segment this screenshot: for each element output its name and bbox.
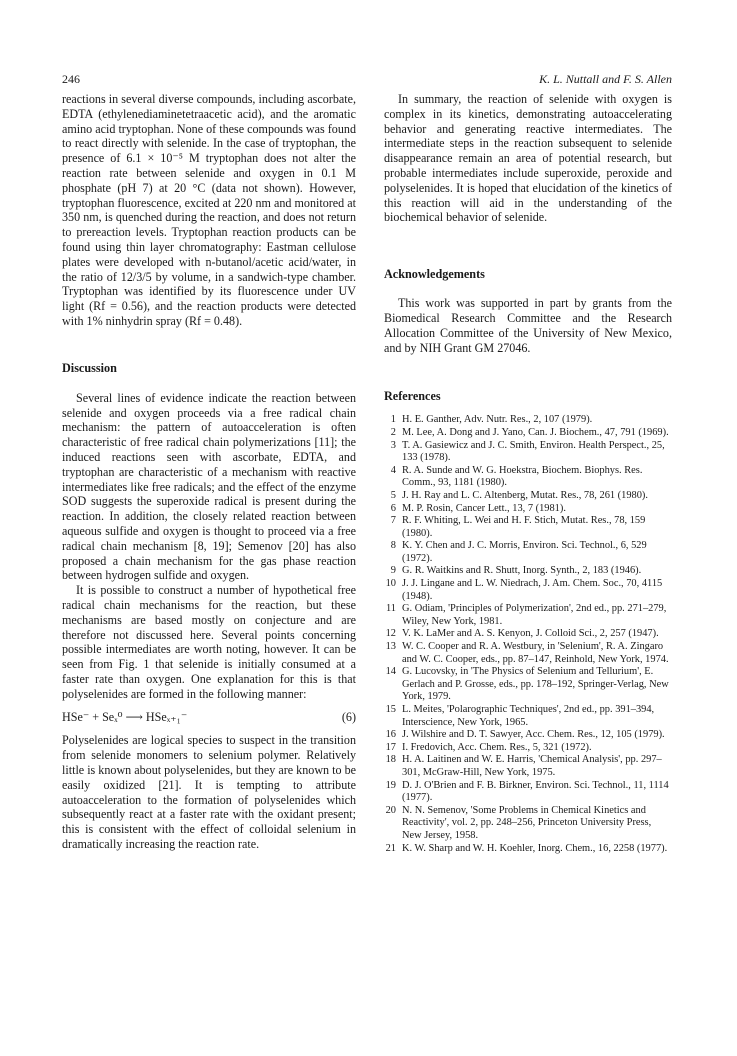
- reference-number: 21: [385, 842, 396, 854]
- acknowledgements-text: This work was supported in part by grants from the Biomedical Research Committee and the Research Allocation Committee of the University of New Mexico, and by NIH Grant GM 27046.: [384, 296, 672, 355]
- reference-item: [384, 515, 672, 540]
- reference-number: 15: [385, 704, 396, 716]
- reference-number: 7: [390, 515, 396, 527]
- reference-text: L. Meites, 'Polarographic Techniques', 2nd ed., pp. 391–394, Interscience, New York, 1965.: [402, 704, 655, 728]
- left-column: [62, 92, 356, 852]
- discussion-paragraph-1: Several lines of evidence indicate the reaction between selenide and oxygen proceeds via a free radical chain mechanism: the pattern of autoacceleration is often characteristic of free radical chain polymerizations [11]; the induced reactions seen with ascorbate, EDTA, and tryptophan are characteristic of a mechanism with reactive intermediates like free radicals; and the effect of the enzyme SOD suggests the superoxide radical is present during the reaction. In addition, the closely related reaction between aqueous sulfide and oxygen is thought to proceed via a free radical chain mechanism [8, 19]; Semenov [20] has also proposed a chain mechanism for the gas phase reaction between hydrogen sulfide and oxygen.: [62, 390, 356, 583]
- reference-number: 1: [390, 414, 396, 426]
- reference-number: 14: [385, 666, 396, 678]
- reference-number: 19: [385, 779, 396, 791]
- equation-expression: HSe⁻ + Seₓ⁰ ⟶ HSeₓ₊₁⁻: [62, 710, 188, 725]
- discussion-paragraph-3: Polyselenides are logical species to suspect in the transition from selenide monomers to selenium polymer. Relatively little is known about polyselenides, but they are known to be easily oxidized [21]. It is tempting to attribute autoacceleration to the formation of polyselenides which subsequently react at a faster rate with the oxidant present; this is consistent with the effect of colloidal selenium in dramatically increasing the reaction rate.: [62, 733, 356, 852]
- reference-text: T. A. Gasiewicz and J. C. Smith, Environ. Health Perspect., 25, 133 (1978).: [402, 439, 665, 464]
- reference-number: 17: [385, 741, 396, 753]
- reference-item: [384, 465, 672, 490]
- reference-text: D. J. O'Brien and F. B. Birkner, Environ. Sci. Technol., 11, 1114 (1977).: [402, 779, 669, 804]
- reference-item: [384, 565, 672, 578]
- reference-text: G. Lucovsky, in 'The Physics of Selenium and Tellurium', E. Gerlach and P. Grosse, eds., pp. 178–192, Springer-Verlag, New York, 1979.: [402, 666, 669, 703]
- reference-text: M. P. Rosin, Cancer Lett., 13, 7 (1981).: [402, 502, 566, 514]
- reference-number: 3: [390, 439, 396, 451]
- reference-text: R. A. Sunde and W. G. Hoekstra, Biochem. Biophys. Res. Comm., 93, 1181 (1980).: [402, 464, 643, 489]
- reference-text: G. R. Waitkins and R. Shutt, Inorg. Synth., 2, 183 (1946).: [402, 565, 642, 577]
- right-column: [384, 92, 672, 855]
- reference-item: [384, 427, 672, 440]
- reference-item: [384, 641, 672, 666]
- equation-number: (6): [341, 710, 356, 725]
- reference-text: J. Wilshire and D. T. Sawyer, Acc. Chem. Res., 12, 105 (1979).: [402, 729, 665, 741]
- acknowledgements-heading: Acknowledgements: [384, 267, 485, 282]
- running-head: K. L. Nuttall and F. S. Allen: [539, 72, 672, 86]
- equation-6: [62, 710, 356, 725]
- reference-item: [384, 414, 672, 427]
- reference-item: [384, 805, 672, 843]
- reference-item: [384, 729, 672, 742]
- reference-text: H. A. Laitinen and W. E. Harris, 'Chemical Analysis', pp. 297–301, McGraw-Hill, New York, 1975.: [402, 754, 662, 778]
- reference-item: [384, 780, 672, 805]
- reference-item: [384, 754, 672, 779]
- reference-number: 6: [390, 502, 396, 514]
- reference-item: [384, 503, 672, 516]
- reference-item: [384, 578, 672, 603]
- reference-text: N. N. Semenov, 'Some Problems in Chemical Kinetics and Reactivity', vol. 2, pp. 248–256, Princeton University Press, New Jersey, 1958.: [402, 804, 652, 841]
- reference-number: 5: [390, 489, 396, 501]
- reference-item: [384, 704, 672, 729]
- reference-text: I. Fredovich, Acc. Chem. Res., 5, 321 (1972).: [402, 741, 592, 753]
- reference-number: 9: [390, 565, 396, 577]
- discussion-heading: Discussion: [62, 360, 117, 375]
- reference-text: K. Y. Chen and J. C. Morris, Environ. Sci. Technol., 6, 529 (1972).: [402, 540, 647, 564]
- reference-number: 11: [385, 603, 396, 615]
- reference-text: J. J. Lingane and L. W. Niedrach, J. Am. Chem. Soc., 70, 4115 (1948).: [402, 578, 663, 602]
- reference-number: 18: [385, 754, 396, 766]
- discussion-paragraph-2: It is possible to construct a number of hypothetical free radical chain mechanisms for the reaction, but these mechanisms are based mostly on conjecture and are therefore not discussed here. Several points concerning possible intermediates are worth noting, however. It can be seen from Fig. 1 that selenide is initially consumed at a faster rate than oxygen. One explanation for this is that polyselenides are formed in the following manner:: [62, 583, 356, 701]
- reference-item: [384, 628, 672, 641]
- reference-item: [384, 603, 672, 628]
- reference-number: 4: [390, 464, 396, 476]
- reference-item: [384, 540, 672, 565]
- references-heading: References: [384, 389, 441, 404]
- reference-item: [384, 440, 672, 465]
- reference-item: [384, 666, 672, 704]
- reference-item: [384, 490, 672, 503]
- reference-text: M. Lee, A. Dong and J. Yano, Can. J. Biochem., 47, 791 (1969).: [402, 426, 669, 438]
- intro-paragraph: reactions in several diverse compounds, including ascorbate, EDTA (ethylenediaminetetraacetic acid), and the aromatic amino acid tryptophan. None of these compounds was found to react directly with selenide. In the case of tryptophan, the presence of 6.1 × 10⁻⁵ M tryptophan does not alter the reaction rate between selenide and oxygen in 0.1 M phosphate (pH 7) at 20 °C (data not shown). However, tryptophan fluorescence, excited at 220 nm and monitored at 350 nm, is quenched during the reaction, and does not return to prereaction levels. Tryptophan reaction products can be found using thin layer chromatography: Eastman cellulose plates were developed with n-butanol/acetic acid/water, in the ratio of 12/3/5 by volume, in a sandwich-type chamber. Tryptophan was identified by its fluorescence under UV light (Rf = 0.56), and the reaction products were detected with 1% ninhydrin spray (Rf = 0.48).: [62, 92, 356, 328]
- summary-paragraph: In summary, the reaction of selenide with oxygen is complex in its kinetics, demonstrating autoaccelerating behavior and generating reactive intermediates. The intermediate steps in the reaction subsequent to selenide disappearance remain an area of potential research, but probable intermediates include superoxide, peroxide and polyselenides. It is hoped that elucidation of the kinetics of this reaction will aid in the understanding of the biochemical behavior of selenide.: [384, 92, 672, 225]
- reference-number: 2: [390, 426, 396, 438]
- reference-text: W. C. Cooper and R. A. Westbury, in 'Selenium', R. A. Zingaro and W. C. Cooper, eds., pp. 87–147, Reinhold, New York, 1974.: [402, 641, 669, 665]
- reference-number: 20: [385, 804, 396, 816]
- reference-number: 12: [385, 628, 396, 640]
- reference-number: 16: [385, 729, 396, 741]
- page-number: 246: [62, 72, 80, 86]
- reference-text: K. W. Sharp and W. H. Koehler, Inorg. Chem., 16, 2258 (1977).: [402, 842, 668, 854]
- reference-text: R. F. Whiting, L. Wei and H. F. Stich, Mutat. Res., 78, 159 (1980).: [402, 515, 646, 539]
- reference-text: J. H. Ray and L. C. Altenberg, Mutat. Res., 78, 261 (1980).: [402, 489, 648, 501]
- reference-text: V. K. LaMer and A. S. Kenyon, J. Colloid Sci., 2, 257 (1947).: [402, 628, 659, 640]
- reference-number: 10: [385, 578, 396, 590]
- reference-text: H. E. Ganther, Adv. Nutr. Res., 2, 107 (1979).: [402, 414, 593, 426]
- references-list: [384, 414, 672, 855]
- reference-number: 8: [390, 540, 396, 552]
- reference-text: G. Odiam, 'Principles of Polymerization', 2nd ed., pp. 271–279, Wiley, New York, 1981.: [402, 603, 667, 627]
- reference-number: 13: [385, 641, 396, 653]
- reference-item: [384, 843, 672, 856]
- reference-item: [384, 742, 672, 755]
